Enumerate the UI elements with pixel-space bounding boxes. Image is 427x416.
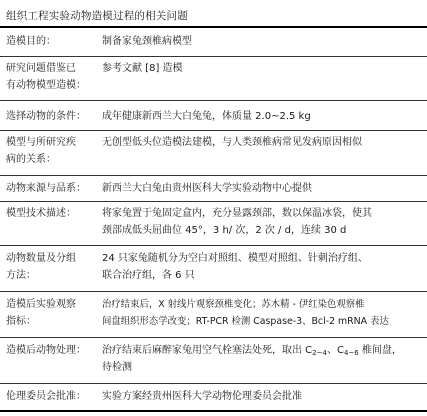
row-label [6, 296, 102, 330]
row-label: 选择动物的条件： [6, 111, 86, 122]
row-divider [0, 291, 427, 292]
row-value: 参考文献 [8] 造模 [102, 63, 183, 74]
row-label-line: 方法： [6, 270, 36, 281]
row-divider [0, 245, 427, 246]
row-label-line: 研究问题借鉴已 [6, 63, 76, 74]
row-label: 造模后动物处理： [6, 345, 86, 356]
row-label: 伦理委员会批准： [6, 391, 86, 402]
row-value: 制备家兔颈椎病模型 [102, 36, 192, 47]
top-rule [0, 26, 427, 28]
row-value-line: 间盘组织形态学改变；RT-PCR 检测 Caspase-3、Bcl-2 mRNA 表达 [102, 316, 389, 327]
row-label: 动物来源与品系： [6, 183, 86, 194]
row-label [6, 250, 102, 284]
table-title: 组织工程实验动物造模过程的相关问题 [6, 10, 188, 22]
row-value [102, 342, 420, 376]
row-label-line: 有动物模型造模： [6, 80, 86, 91]
row-value [102, 250, 420, 284]
row-value-line: 待检测 [102, 362, 132, 373]
row-value: 实验方案经贵州医科大学动物伦理委员会批准 [102, 391, 302, 402]
row-divider [0, 175, 427, 176]
row-label: 造模目的： [6, 36, 56, 47]
row-value-line: 治疗结束后，X 射线片观察颈椎变化；苏木精 - 伊红染色观察椎 [102, 299, 365, 310]
row-label-line: 模型与所研究疾 [6, 137, 76, 148]
row-value: 成年健康新西兰大白兔兔，体质量 2.0~2.5 kg [102, 111, 311, 122]
row-value: 新西兰大白兔由贵州医科大学实验动物中心提供 [102, 183, 312, 194]
row-label: 模型技术描述： [6, 208, 76, 219]
row-value-text: 、C [326, 345, 344, 356]
subscript: 2~4 [312, 349, 327, 357]
subscript: 4~6 [343, 349, 359, 357]
row-label-line: 病的关系： [6, 154, 56, 165]
row-divider [0, 337, 427, 338]
row-label-line: 动物数量及分组 [6, 253, 76, 264]
row-value-line: 24 只家兔随机分为空白对照组、模型对照组、针刺治疗组、 [102, 253, 368, 264]
bottom-rule [0, 410, 427, 412]
row-divider [0, 383, 427, 384]
row-value [102, 296, 420, 330]
row-label-line: 造模后实验观察 [6, 299, 76, 310]
row-value [102, 205, 420, 239]
row-value-line: 将家兔置于兔固定盒内，充分显露颈部，数以保温冰袋，使其 [102, 208, 372, 219]
row-divider [0, 56, 427, 57]
row-label [6, 60, 102, 94]
row-value-text: 治疗结束后麻醉家兔用空气栓塞法处死，取出 C [102, 345, 313, 356]
row-label [6, 134, 102, 168]
row-value-line: 颈部成低头屈曲位 45°，3 h/ 次，2 次 / d，连续 30 d [102, 225, 347, 236]
row-divider [0, 201, 427, 202]
row-divider [0, 130, 427, 131]
row-value-text: 椎间盘， [358, 345, 402, 356]
row-divider [0, 100, 427, 101]
row-value: 无创型低头位造模法建模，与人类颈椎病常见发病原因相似 [102, 137, 362, 148]
row-value-line: 联合治疗组，各 6 只 [102, 270, 195, 281]
row-label-line: 指标： [6, 316, 36, 327]
